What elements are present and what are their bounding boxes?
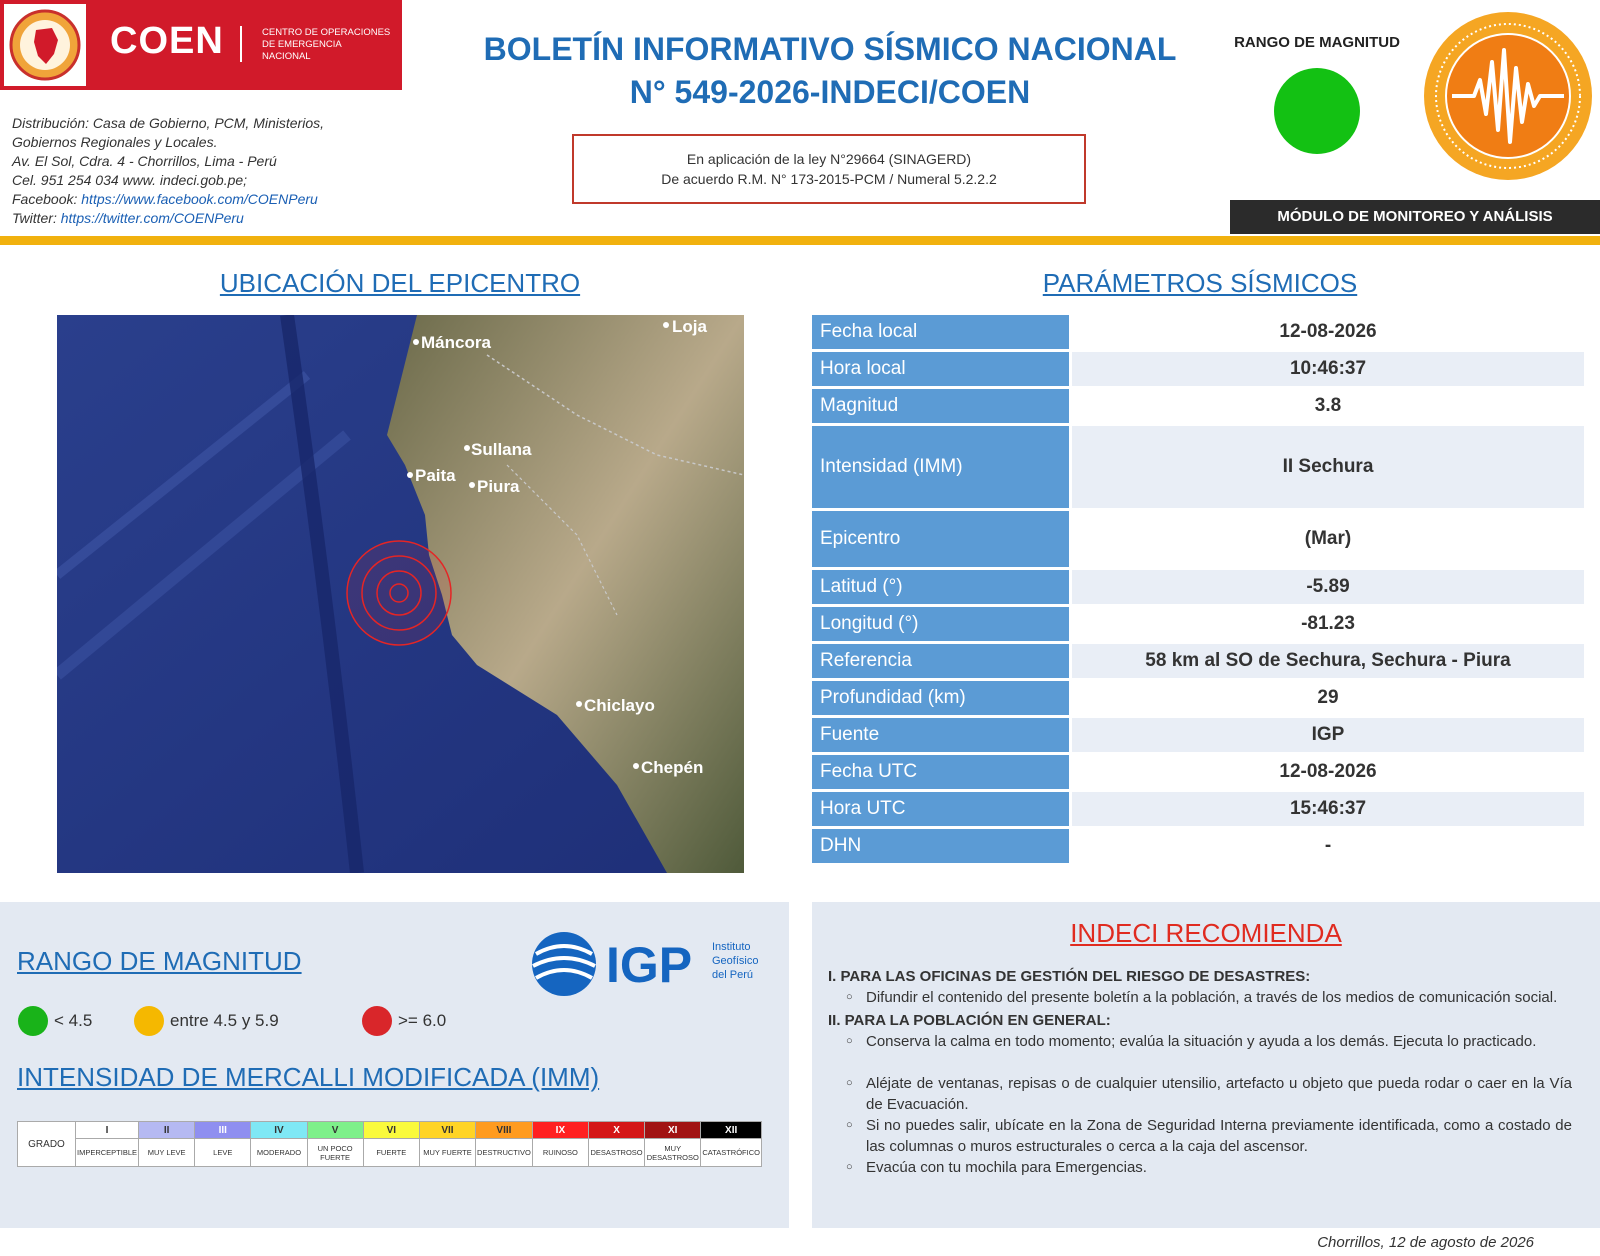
facebook-label: Facebook:: [12, 191, 82, 207]
mercalli-level: [420, 1122, 476, 1166]
epicenter-title: UBICACIÓN DEL EPICENTRO: [219, 268, 581, 298]
igp-name-line: Instituto: [712, 941, 751, 953]
parameter-label: Intensidad (IMM): [812, 426, 1069, 508]
contact-line: Cel. 951 254 034 www. indeci.gob.pe;: [12, 172, 248, 188]
header-divider: [240, 26, 242, 62]
parameter-value: 58 km al SO de Sechura, Sechura - Piura: [1072, 644, 1584, 678]
footer-date: Chorrillos, 12 de agosto de 2026: [1317, 1234, 1534, 1251]
mercalli-level: [139, 1122, 195, 1166]
recommendations-title: INDECI RECOMIENDA: [1070, 918, 1342, 948]
mercalli-level: [476, 1122, 533, 1166]
mercalli-level-description: IMPERCEPTIBLE: [77, 1148, 138, 1157]
parameter-value: 29: [1072, 681, 1584, 715]
recommendation-item: ○ Conserva la calma en todo momento; evalúa la situación y ayuda a los demás. Ejecuta lo practicado.: [846, 1031, 1572, 1052]
parameter-label: Hora local: [812, 352, 1069, 386]
green-dot-icon: [18, 1006, 48, 1036]
module-banner: MÓDULO DE MONITOREO Y ANÁLISIS: [1230, 200, 1600, 234]
parameter-label: Profundidad (km): [812, 681, 1069, 715]
mercalli-grado-label: GRADO: [18, 1122, 76, 1166]
legend-item-medium: [134, 1006, 279, 1036]
mercalli-level-description: DESTRUCTIVO: [477, 1148, 531, 1157]
magnitude-range-label: RANGO DE MAGNITUD: [1234, 34, 1400, 51]
recommendation-item: ○ Difundir el contenido del presente boletín a la población, a través de los medios de comunicación social.: [846, 987, 1572, 1008]
mercalli-level-number: VII: [420, 1122, 475, 1139]
parameter-value: -5.89: [1072, 570, 1584, 604]
bulletin-title-line1: BOLETÍN INFORMATIVO SÍSMICO NACIONAL: [483, 31, 1177, 67]
map-city-label: Chepén: [641, 758, 704, 777]
law-reference-box: [572, 134, 1086, 204]
mercalli-level-number: III: [195, 1122, 250, 1139]
parameter-row: [812, 426, 1584, 508]
parameter-value: (Mar): [1072, 511, 1584, 567]
parameter-label: Magnitud: [812, 389, 1069, 423]
mercalli-level-number: IV: [251, 1122, 306, 1139]
mercalli-level-description: DESASTROSO: [590, 1148, 643, 1157]
contact-line: Av. El Sol, Cdra. 4 - Chorrillos, Lima - Perú: [12, 153, 277, 169]
legend-label: < 4.5: [54, 1011, 93, 1030]
parameter-row: [812, 315, 1584, 349]
twitter-label: Twitter:: [12, 210, 61, 226]
parameter-value: 10:46:37: [1072, 352, 1584, 386]
parameters-table: [812, 315, 1584, 866]
mercalli-level: [645, 1122, 701, 1166]
yellow-dot-icon: [134, 1006, 164, 1036]
mercalli-level-description: CATASTRÓFICO: [702, 1148, 760, 1157]
mercalli-level-number: I: [76, 1122, 138, 1139]
mercalli-level-number: XI: [645, 1122, 700, 1139]
legend-label: >= 6.0: [398, 1011, 447, 1030]
parameter-row: [812, 829, 1584, 863]
recommendation-item: ○ Aléjate de ventanas, repisas o de cualquier utensilio, artefacto u objeto que pueda rodar o caer en la Vía de Evacuación.: [846, 1073, 1572, 1115]
map-city-label: Chiclayo: [584, 696, 655, 715]
map-city-label: Máncora: [421, 333, 491, 352]
parameter-value: II Sechura: [1072, 426, 1584, 508]
mercalli-level-description: RUINOSO: [542, 1148, 578, 1157]
igp-name-line: del Perú: [712, 969, 753, 981]
header-divider-line: [0, 236, 1600, 245]
parameter-label: Fecha UTC: [812, 755, 1069, 789]
parameter-value: IGP: [1072, 718, 1584, 752]
parameter-row: [812, 644, 1584, 678]
parameter-row: [812, 352, 1584, 386]
mercalli-level: [76, 1122, 139, 1166]
mercalli-level: [195, 1122, 251, 1166]
recommendation-item: ○ Evacúa con tu mochila para Emergencias.: [846, 1157, 1572, 1178]
parameter-label: Fuente: [812, 718, 1069, 752]
parameter-value: 15:46:37: [1072, 792, 1584, 826]
mercalli-level-description: MUY FUERTE: [423, 1148, 472, 1157]
mercalli-level-description: LEVE: [213, 1148, 233, 1157]
law-line: De acuerdo R.M. N° 173-2015-PCM / Numeral 5.2.2.2: [661, 171, 997, 187]
mercalli-level: [364, 1122, 420, 1166]
parameter-row: [812, 681, 1584, 715]
recommendation-item: ○ Si no puedes salir, ubícate en la Zona de Seguridad Interna previamente identificada, como a costado de las columnas o muros estructurales o cerca a la caja del ascensor.: [846, 1115, 1572, 1157]
mercalli-level-description: UN POCO FUERTE: [317, 1143, 353, 1162]
mercalli-level-number: V: [308, 1122, 363, 1139]
recommendations-section-title: I. PARA LAS OFICINAS DE GESTIÓN DEL RIESGO DE DESASTRES:: [828, 968, 1311, 985]
parameter-label: Hora UTC: [812, 792, 1069, 826]
parameter-row: [812, 718, 1584, 752]
mercalli-level: [533, 1122, 589, 1166]
map-city-label: Piura: [477, 477, 520, 496]
parameter-value: -: [1072, 829, 1584, 863]
parameter-value: 12-08-2026: [1072, 755, 1584, 789]
legend-label: entre 4.5 y 5.9: [170, 1011, 279, 1030]
parameter-row: [812, 792, 1584, 826]
mercalli-level-description: MUY DESASTROSO: [646, 1143, 699, 1162]
contact-info: [12, 114, 402, 228]
igp-acronym: IGP: [606, 937, 693, 993]
recommendations-section-title: II. PARA LA POBLACIÓN EN GENERAL:: [828, 1012, 1111, 1029]
parameter-row: [812, 607, 1584, 641]
mercalli-level-number: XII: [701, 1122, 761, 1139]
mercalli-title: INTENSIDAD DE MERCALLI MODIFICADA (IMM): [17, 1062, 600, 1092]
mercalli-level-number: IX: [533, 1122, 588, 1139]
legend-item-high: [362, 1006, 446, 1036]
twitter-link[interactable]: https://twitter.com/COENPeru: [60, 210, 244, 226]
legend-item-low: [18, 1006, 92, 1036]
map-city-label: Loja: [672, 317, 707, 336]
parameter-value: -81.23: [1072, 607, 1584, 641]
mercalli-level: [251, 1122, 307, 1166]
map-city-label: Paita: [415, 466, 456, 485]
parameter-value: 3.8: [1072, 389, 1584, 423]
org-name: COEN: [110, 20, 224, 62]
parameter-row: [812, 511, 1584, 567]
mercalli-level-description: MUY LEVE: [147, 1148, 186, 1157]
recommendations-list: [828, 1031, 1572, 1178]
red-dot-icon: [362, 1006, 392, 1036]
peru-seal-icon: [4, 4, 86, 86]
contact-line: Distribución: Casa de Gobierno, PCM, Ministerios,: [12, 115, 325, 131]
mercalli-level-description: MODERADO: [256, 1148, 302, 1157]
bulletin-number: N° 549-2026-INDECI/COEN: [629, 74, 1031, 110]
recommendations-list: [828, 987, 1572, 1008]
magnitude-legend-title: RANGO DE MAGNITUD: [17, 946, 302, 976]
parameter-label: Latitud (°): [812, 570, 1069, 604]
contact-line: Gobiernos Regionales y Locales.: [12, 134, 218, 150]
parameter-value: 12-08-2026: [1072, 315, 1584, 349]
magnitude-range-indicator: [1274, 68, 1360, 154]
igp-name-line: Geofísico: [712, 955, 759, 967]
mercalli-level-number: VI: [364, 1122, 419, 1139]
epicenter-map[interactable]: [57, 315, 744, 873]
org-subtitle: CENTRO DE OPERACIONES DE EMERGENCIA NACIONAL: [262, 27, 391, 62]
mercalli-level-number: VIII: [476, 1122, 532, 1139]
bulletin-title: [440, 28, 1220, 114]
igp-globe-icon: [532, 932, 596, 996]
parameter-label: Fecha local: [812, 315, 1069, 349]
parameter-row: [812, 389, 1584, 423]
mercalli-level-number: II: [139, 1122, 194, 1139]
parameter-label: Epicentro: [812, 511, 1069, 567]
facebook-link[interactable]: https://www.facebook.com/COENPeru: [81, 191, 318, 207]
parameter-row: [812, 570, 1584, 604]
map-city-label: Sullana: [471, 440, 532, 459]
seismic-wave-logo-icon: [1422, 10, 1594, 182]
parameter-row: [812, 755, 1584, 789]
recommendations-body: [828, 964, 1572, 1178]
parameters-title: PARÁMETROS SÍSMICOS: [1042, 268, 1358, 298]
parameter-label: Referencia: [812, 644, 1069, 678]
law-line: En aplicación de la ley N°29664 (SINAGERD): [686, 151, 972, 167]
mercalli-level: [589, 1122, 645, 1166]
parameter-label: Longitud (°): [812, 607, 1069, 641]
mercalli-level: [308, 1122, 364, 1166]
parameter-label: DHN: [812, 829, 1069, 863]
igp-logo: [530, 928, 770, 1000]
mercalli-level-number: X: [589, 1122, 644, 1139]
mercalli-level: [701, 1122, 761, 1166]
mercalli-scale-table: [17, 1121, 762, 1167]
mercalli-level-description: FUERTE: [376, 1148, 407, 1157]
